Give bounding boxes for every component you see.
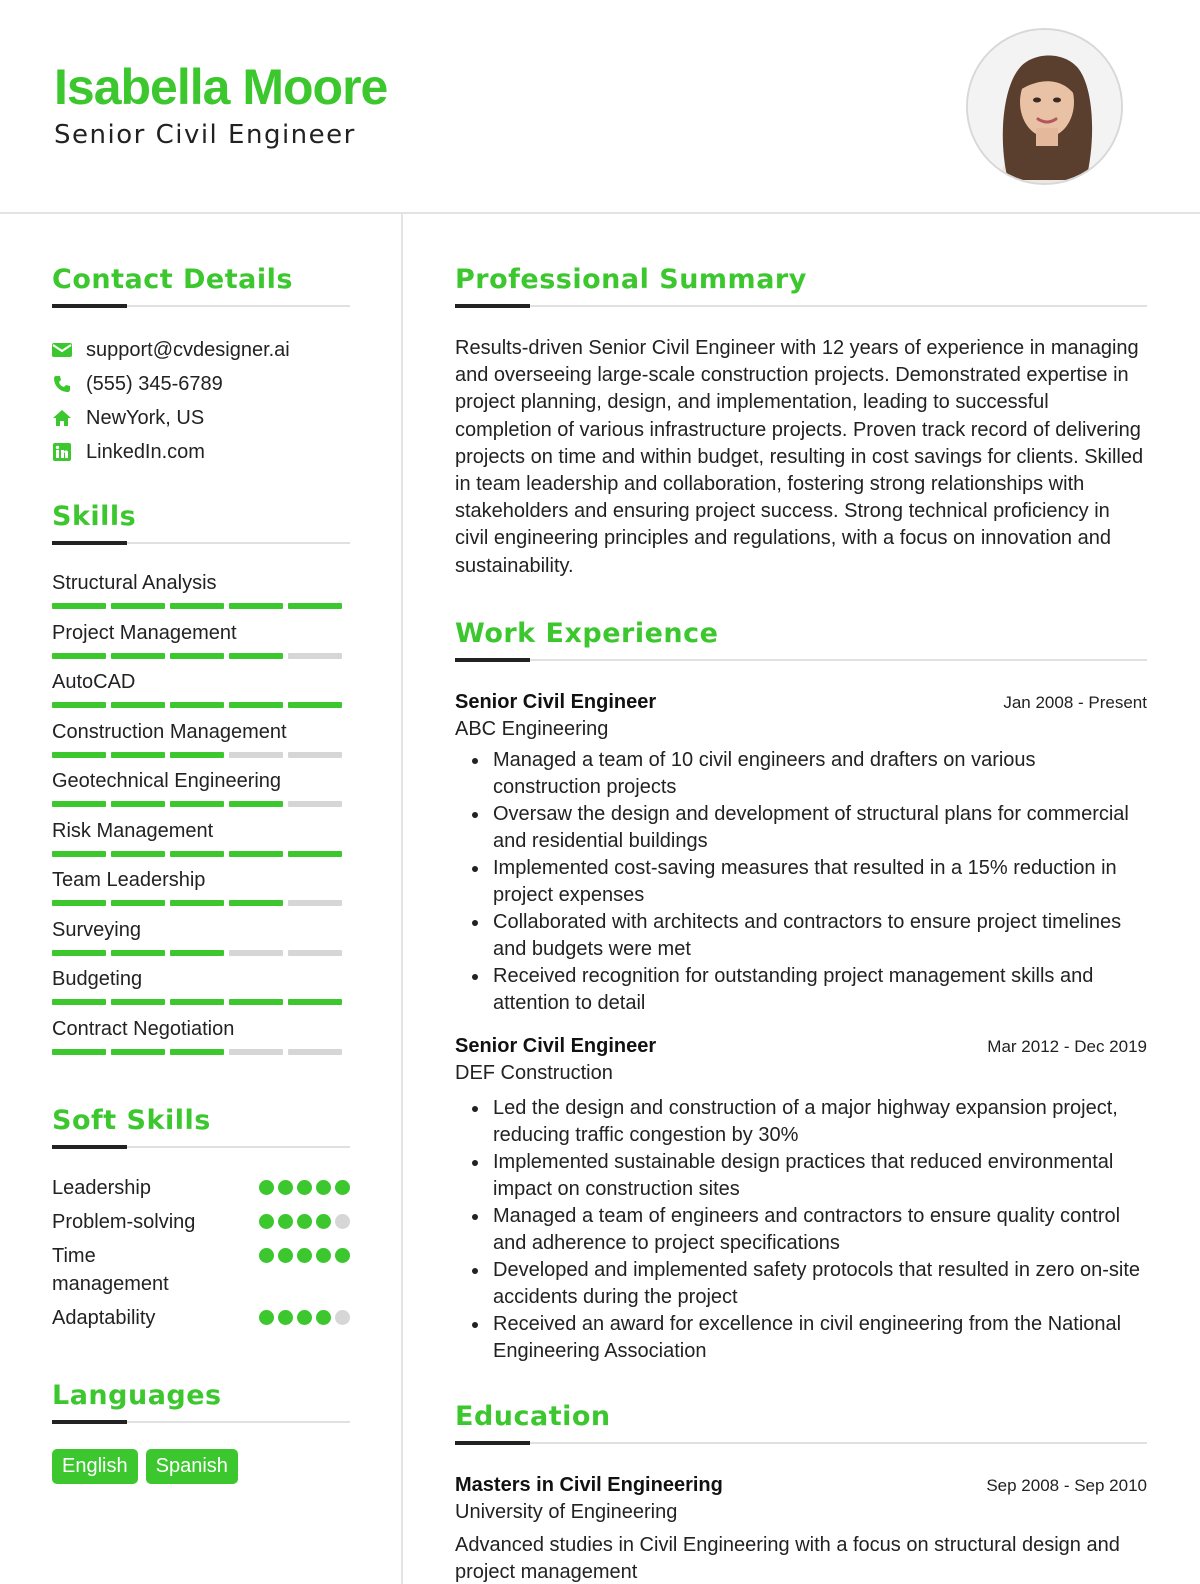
section-rule [455, 305, 1147, 307]
resume-header [0, 0, 1200, 214]
job-bullet: Managed a team of engineers and contractors to ensure quality control and adherence to project specifications [493, 1203, 1147, 1257]
rating-dot [316, 1248, 331, 1263]
skill-item [52, 966, 350, 1016]
rating-dot [259, 1248, 274, 1263]
rating-dot [297, 1180, 312, 1195]
skill-level-segment [229, 752, 283, 758]
skill-level-segment [111, 1049, 165, 1055]
skill-level-segment [170, 603, 224, 609]
skill-level-segment [229, 801, 283, 807]
contact-phone[interactable] [52, 367, 350, 401]
skill-level-segment [52, 851, 106, 857]
candidate-title: Senior Civil Engineer [54, 120, 356, 150]
job-bullet: Collaborated with architects and contractors to ensure project timelines and budgets were met [493, 909, 1147, 963]
skill-level-segment [111, 999, 165, 1005]
job-entry [455, 1035, 1147, 1365]
soft-skill-item [52, 1208, 350, 1236]
job-bullet: Developed and implemented safety protocols that resulted in zero on-site accidents during the project [493, 1257, 1147, 1311]
skill-level-segment [52, 702, 106, 708]
job-company: ABC Engineering [455, 717, 609, 740]
skill-item [52, 669, 350, 719]
section-rule [52, 1421, 350, 1423]
rating-dot [335, 1180, 350, 1195]
skill-name: Surveying [52, 918, 141, 941]
skill-item [52, 818, 350, 868]
skill-level-segment [229, 950, 283, 956]
job-bullet: Led the design and construction of a major highway expansion project, reducing traffic congestion by 30% [493, 1095, 1147, 1149]
section-rule [52, 1146, 350, 1148]
soft-skill-name: Leadership [52, 1177, 151, 1199]
skill-level-segment [288, 900, 342, 906]
skill-level-segment [52, 1049, 106, 1055]
job-bullet: Oversaw the design and development of structural plans for commercial and residential buildings [493, 801, 1147, 855]
contact-email[interactable] [52, 333, 350, 367]
left-column [52, 214, 350, 1484]
skill-level-segment [111, 950, 165, 956]
rating-dot [335, 1214, 350, 1229]
skill-item [52, 570, 350, 620]
home-icon [52, 408, 72, 428]
section-rule [52, 305, 350, 307]
skill-level-meter [52, 752, 350, 758]
summary-section [455, 264, 1147, 580]
skill-level-segment [111, 702, 165, 708]
soft-skill-rating [259, 1180, 350, 1195]
rating-dot [259, 1214, 274, 1229]
soft-skill-name: Adaptability [52, 1307, 156, 1329]
skill-name: Risk Management [52, 819, 214, 842]
skill-level-segment [111, 900, 165, 906]
contact-email-text: support@cvdesigner.ai [86, 338, 290, 361]
skill-item [52, 620, 350, 670]
rating-dot [278, 1248, 293, 1263]
soft-skill-item [52, 1174, 350, 1202]
education-title: Education [455, 1400, 611, 1432]
skill-level-segment [52, 752, 106, 758]
skill-level-segment [170, 999, 224, 1005]
skill-level-segment [170, 950, 224, 956]
skills-title: Skills [52, 501, 137, 532]
contact-linkedin[interactable] [52, 435, 350, 469]
job-bullet: Received recognition for outstanding project management skills and attention to detail [493, 963, 1147, 1017]
skills-list [52, 570, 350, 1065]
education-description: Advanced studies in Civil Engineering with a focus on structural design and project management [455, 1533, 1120, 1583]
job-title: Senior Civil Engineer [455, 690, 657, 713]
languages-section [52, 1380, 350, 1484]
experience-title: Work Experience [455, 617, 719, 649]
section-rule [455, 659, 1147, 661]
rating-dot [316, 1310, 331, 1325]
contact-linkedin-text: LinkedIn.com [86, 440, 205, 463]
skill-level-meter [52, 950, 350, 956]
skill-level-meter [52, 1049, 350, 1055]
skill-level-segment [229, 653, 283, 659]
skill-level-segment [111, 752, 165, 758]
contact-section [52, 264, 350, 469]
skill-level-segment [288, 1049, 342, 1055]
skill-level-segment [288, 702, 342, 708]
skill-name: Geotechnical Engineering [52, 770, 282, 792]
skill-level-meter [52, 900, 350, 906]
summary-title: Professional Summary [455, 264, 807, 295]
skill-level-segment [229, 999, 283, 1005]
job-bullet: Implemented cost-saving measures that resulted in a 15% reduction in project expenses [493, 855, 1147, 909]
rating-dot [259, 1180, 274, 1195]
right-column [455, 214, 1147, 1584]
languages-list [52, 1449, 350, 1484]
language-badge: English [52, 1449, 138, 1484]
section-rule [455, 1442, 1147, 1444]
job-dates: Jan 2008 - Present [1003, 692, 1147, 712]
soft-skill-rating [259, 1248, 350, 1263]
education-dates: Sep 2008 - Sep 2010 [986, 1475, 1147, 1495]
contact-phone-text: (555) 345-6789 [86, 372, 223, 395]
job-bullets [455, 1095, 1147, 1365]
skill-level-segment [229, 603, 283, 609]
rating-dot [316, 1214, 331, 1229]
skill-level-meter [52, 702, 350, 708]
skill-name: Structural Analysis [52, 572, 217, 594]
skill-level-segment [229, 702, 283, 708]
rating-dot [297, 1248, 312, 1263]
job-bullet: Managed a team of 10 civil engineers and drafters on various construction projects [493, 747, 1147, 801]
skill-name: Budgeting [52, 968, 143, 990]
experience-section [455, 618, 1147, 1365]
rating-dot [335, 1248, 350, 1263]
job-bullets [455, 747, 1147, 1017]
contact-list [52, 333, 350, 469]
skill-level-segment [52, 801, 106, 807]
skill-level-meter [52, 851, 350, 857]
skill-level-segment [111, 851, 165, 857]
soft-skills-section [52, 1105, 350, 1332]
job-title: Senior Civil Engineer [455, 1034, 657, 1057]
skill-level-segment [288, 752, 342, 758]
contact-title: Contact Details [52, 264, 293, 295]
skill-name: Contract Negotiation [52, 1017, 235, 1040]
skill-level-segment [111, 653, 165, 659]
soft-skill-item [52, 1304, 350, 1332]
school-name: University of Engineering [455, 1500, 678, 1523]
skill-item [52, 719, 350, 769]
skill-level-segment [170, 702, 224, 708]
language-badge: Spanish [146, 1449, 238, 1484]
soft-skill-name: Time management [52, 1245, 169, 1295]
skill-level-segment [170, 653, 224, 659]
skill-level-segment [52, 900, 106, 906]
column-divider [401, 214, 403, 1584]
skill-item [52, 917, 350, 967]
job-dates: Mar 2012 - Dec 2019 [987, 1036, 1147, 1056]
skill-item [52, 867, 350, 917]
skill-level-segment [111, 603, 165, 609]
skill-level-segment [288, 999, 342, 1005]
portrait-image [968, 30, 1123, 185]
skill-item [52, 1016, 350, 1066]
skill-level-segment [170, 1049, 224, 1055]
skill-name: AutoCAD [52, 671, 136, 693]
skill-level-segment [288, 801, 342, 807]
skill-name: Project Management [52, 621, 237, 644]
phone-icon [52, 374, 72, 394]
rating-dot [259, 1310, 274, 1325]
skill-level-segment [52, 653, 106, 659]
skill-level-meter [52, 999, 350, 1005]
section-rule [52, 542, 350, 544]
profile-photo [966, 28, 1123, 185]
skill-level-segment [288, 851, 342, 857]
linkedin-icon [52, 442, 72, 462]
email-icon [52, 340, 72, 360]
rating-dot [297, 1310, 312, 1325]
education-section [455, 1401, 1147, 1584]
languages-title: Languages [52, 1380, 222, 1411]
rating-dot [316, 1180, 331, 1195]
contact-location [52, 401, 350, 435]
skill-name: Construction Management [52, 720, 287, 743]
job-company: DEF Construction [455, 1061, 613, 1084]
skill-level-meter [52, 653, 350, 659]
soft-skills-title: Soft Skills [52, 1105, 211, 1136]
education-entry [455, 1474, 1147, 1584]
skill-level-segment [229, 900, 283, 906]
skill-level-segment [170, 851, 224, 857]
degree-title: Masters in Civil Engineering [455, 1473, 723, 1496]
skill-level-segment [170, 900, 224, 906]
job-entry [455, 691, 1147, 1017]
soft-skill-rating [259, 1214, 350, 1229]
skill-level-meter [52, 801, 350, 807]
skill-level-segment [288, 603, 342, 609]
rating-dot [278, 1180, 293, 1195]
rating-dot [297, 1214, 312, 1229]
soft-skill-name: Problem-solving [52, 1211, 196, 1233]
skill-item [52, 768, 350, 818]
skill-name: Team Leadership [52, 869, 206, 891]
skill-level-segment [52, 950, 106, 956]
skills-section [52, 501, 350, 1065]
skill-level-segment [170, 752, 224, 758]
soft-skill-rating [259, 1310, 350, 1325]
skill-level-segment [229, 851, 283, 857]
skill-level-segment [111, 801, 165, 807]
rating-dot [335, 1310, 350, 1325]
skill-level-segment [170, 801, 224, 807]
rating-dot [278, 1214, 293, 1229]
soft-skills-list [52, 1174, 350, 1332]
contact-location-text: NewYork, US [86, 406, 205, 429]
skill-level-meter [52, 603, 350, 609]
skill-level-segment [52, 999, 106, 1005]
job-bullet: Implemented sustainable design practices that reduced environmental impact on construction sites [493, 1149, 1147, 1203]
soft-skill-item [52, 1242, 350, 1298]
job-bullet: Received an award for excellence in civil engineering from the National Engineering Association [493, 1311, 1147, 1365]
skill-level-segment [288, 653, 342, 659]
skill-level-segment [229, 1049, 283, 1055]
skill-level-segment [288, 950, 342, 956]
summary-text: Results-driven Senior Civil Engineer with 12 years of experience in managing and overseeing large-scale construction projects. Demonstrated expertise in project planning, design, and implementation, leading to successful completion of various infrastructure projects. Proven track record of delivering projects on time and within budget, resulting in cost savings for clients. Skilled in team leadership and collaboration, fostering strong relationships with stakeholders and ensuring project success. Strong technical proficiency in civil engineering principles and regulations, with a focus on innovation and sustainability. [455, 337, 1144, 577]
candidate-name: Isabella Moore [54, 59, 388, 115]
rating-dot [278, 1310, 293, 1325]
skill-level-segment [52, 603, 106, 609]
